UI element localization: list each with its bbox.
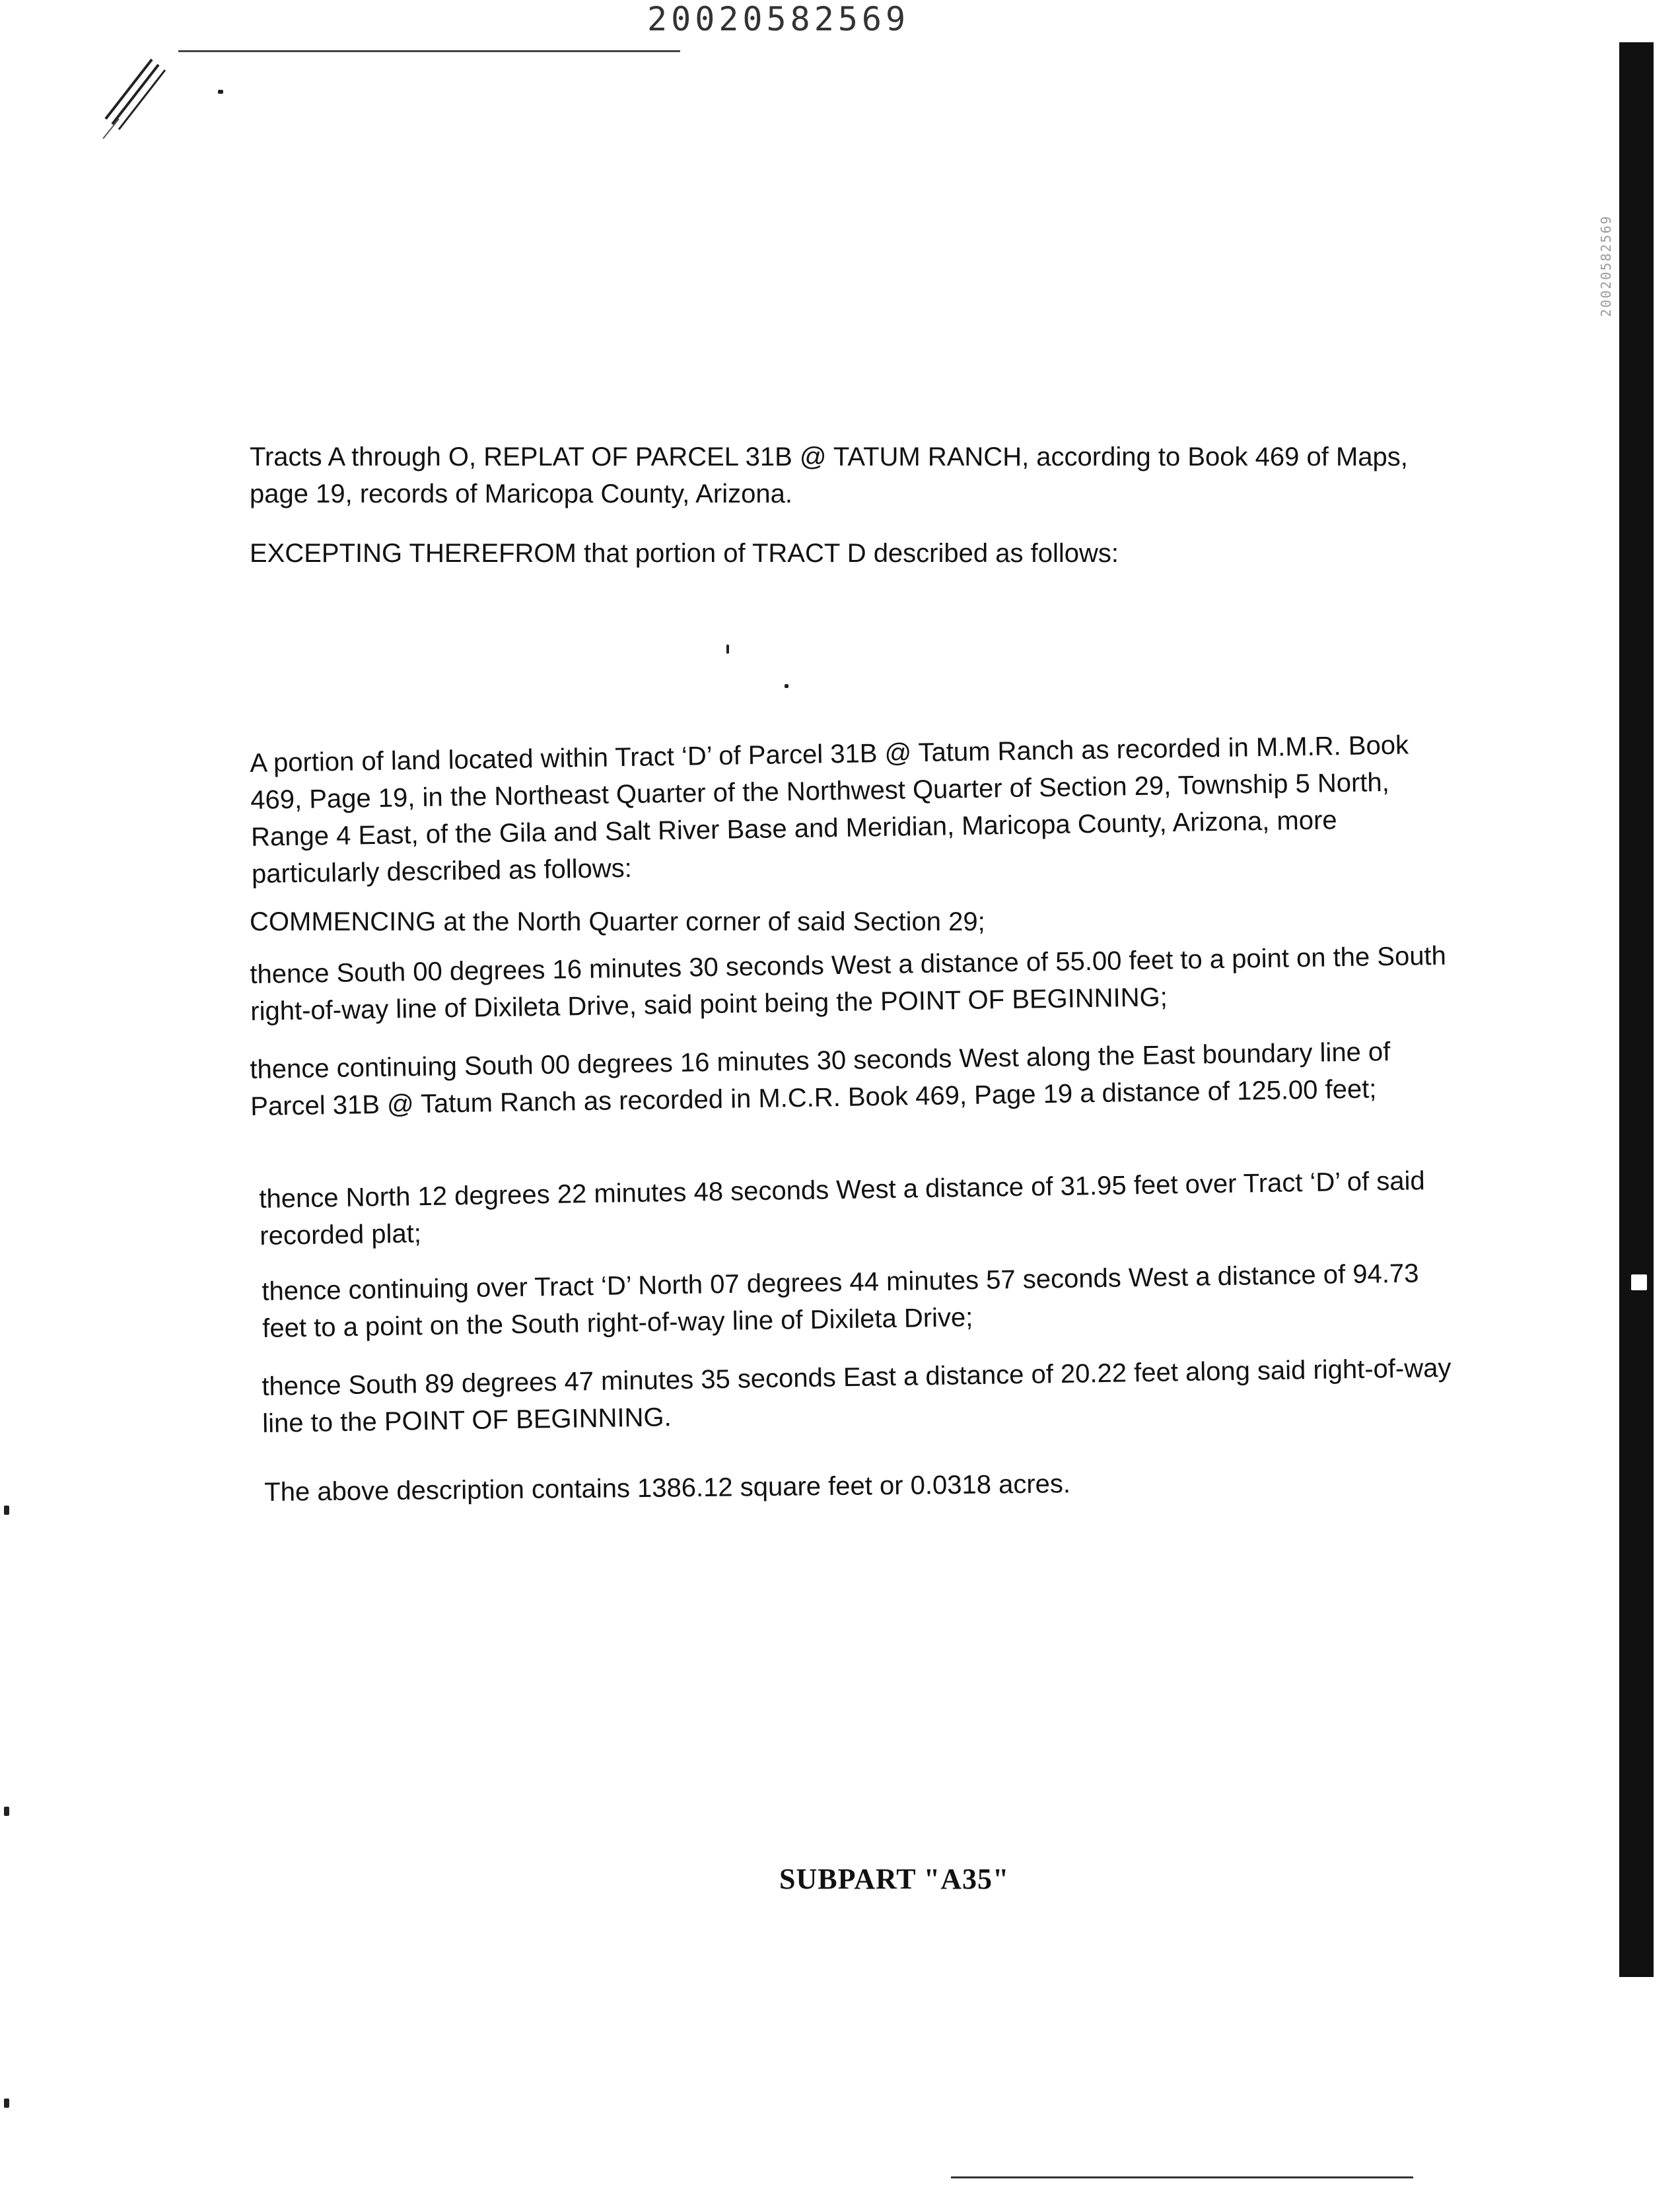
scan-speck [726, 644, 729, 654]
paragraph-excepting: EXCEPTING THEREFROM that portion of TRACT D described as follows: [250, 539, 1119, 568]
paragraph-tracts: Tracts A through O, REPLAT OF PARCEL 31B @ TATUM RANCH, according to Book 469 of Maps, page 19, records of Maricopa County, Arizona. [250, 442, 1408, 508]
document-number: 20020582569 [647, 0, 910, 38]
subpart-label: SUBPART "A35" [779, 1863, 1010, 1895]
scan-speck [4, 1506, 9, 1515]
paragraph-summary: The above description contains 1386.12 square feet or 0.0318 acres. [264, 1469, 1071, 1507]
scan-edge-bar [1619, 42, 1654, 1977]
paragraph-thence-3: thence North 12 degrees 22 minutes 48 seconds West a distance of 31.95 feet over Tract ‘D’ of said recorded plat; [259, 1166, 1426, 1251]
paragraph-thence-4: thence continuing over Tract ‘D’ North 07 degrees 44 minutes 57 seconds West a distance of 94.73 feet to a point on the South right-of-way line of Dixileta Drive; [262, 1259, 1419, 1343]
scan-speck [4, 2099, 9, 2108]
paragraph-portion: A portion of land located within Tract ‘D’ of Parcel 31B @ Tatum Ranch as recorded in M.M.R. Book 469, Page 19, in the Northeast Quarter of the Northwest Quarter of Section 29, Township 5 North, Range 4 East, of the Gila and Salt River Base and Meridian, Maricopa County, Arizona, more particularly described as follows: [250, 730, 1409, 889]
bottom-rule [951, 2176, 1413, 2178]
paragraph-thence-1: thence South 00 degrees 16 minutes 30 seconds West a distance of 55.00 feet to a point on the South right-of-way line of Dixileta Drive, said point being the POINT OF BEGINNING; [250, 941, 1447, 1026]
paragraph-commencing: COMMENCING at the North Quarter corner of said Section 29; [250, 907, 985, 936]
scan-speck [4, 1807, 9, 1816]
scan-speck [785, 684, 788, 688]
paragraph-thence-5: thence South 89 degrees 47 minutes 35 seconds East a distance of 20.22 feet along said right-of-way line to the POINT OF BEGINNING. [262, 1353, 1452, 1438]
top-rule [178, 50, 680, 52]
scan-speck [218, 90, 223, 94]
corner-hatch-mark [99, 46, 178, 139]
scan-speck [1631, 1274, 1647, 1290]
paragraph-thence-2: thence continuing South 00 degrees 16 minutes 30 seconds West along the East boundary line of Parcel 31B @ Tatum Ranch as recorded in M.C.R. Book 469, Page 19 a distance of 125.00 feet; [250, 1037, 1391, 1121]
side-stamp: 20020582569 [1598, 215, 1614, 317]
